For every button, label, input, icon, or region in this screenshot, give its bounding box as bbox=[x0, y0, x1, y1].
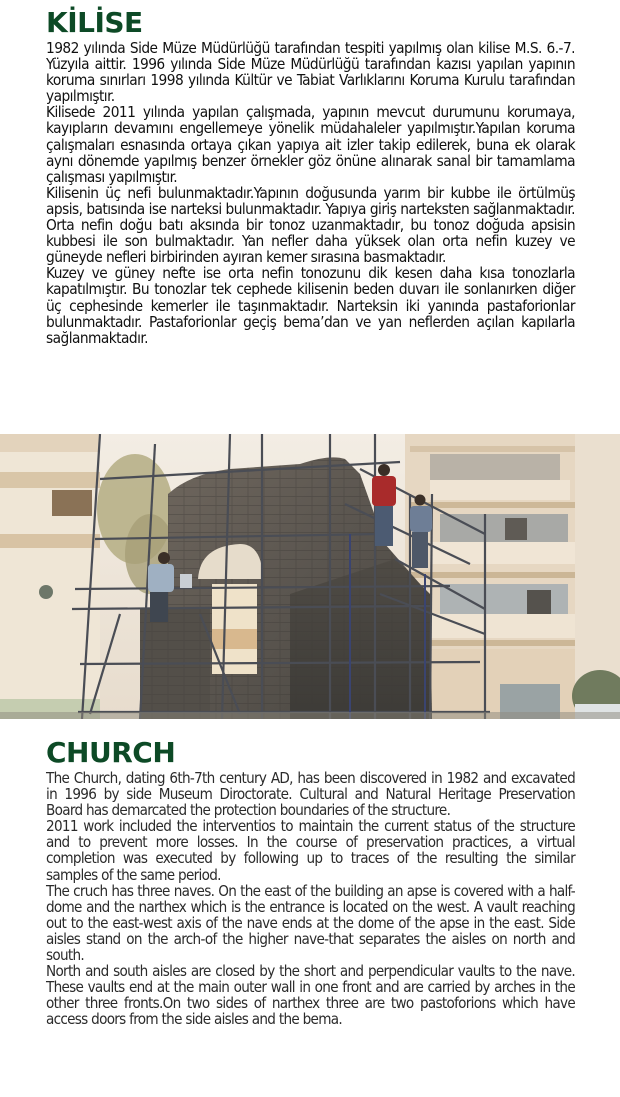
church-restoration-photo bbox=[0, 434, 620, 719]
english-heading: CHURCH bbox=[46, 736, 176, 769]
turkish-paragraph: Kuzey ve güney nefte ise orta nefin tonozunu dik kesen daha kısa tonozlarla kapatılmıştır. Bu tonozlar tek cephede kilisenin beden duvarı ile sonlanırken diğer üç cephesinde kemerler ile taşınmaktadır. Narteksin iki yanında pastaforionlar bulunmaktadır. Pastaforionlar geçiş bema’dan ve yan neflerden açılan kapılarla sağlanmaktadır. bbox=[46, 264, 575, 347]
turkish-paragraph: 1982 yılında Side Müze Müdürlüğü tarafından tespiti yapılmış olan kilise M.S. 6.-7. Yüzyıla aittir. 1996 yılında Side Müze Müdürlüğü tarafından kazısı yapılan yapının koruma sınırları 1998 yılında Kültür ve Tabiat Varlıklarını Koruma Kurulu tarafından yapılmıştır. bbox=[46, 39, 575, 106]
turkish-paragraph: Kilisede 2011 yılında yapılan çalışmada, yapının mevcut durumunu korumaya, kayıpların devamını engellemeye yönelik müdahaleler yapılmıştır.Yapılan koruma çalışmaları esnasında ortaya çıkan yapıya ait izler takip edilerek, buna ek olarak aynı dönemde yapılmış benzer örnekler göz önüne alınarak sanal bir tamamlama çalışması yapılmıştır. bbox=[46, 103, 575, 186]
english-paragraph: The cruch has three naves. On the east of the building an apse is covered with a half-dome and the narthex which is the entrance is located on the west. A vault reaching out to the east-west axis of the nave ends at the dome of the apse in the east. Side aisles stand on the arch-of the higher nave-that separates the aisles on north and south. bbox=[46, 881, 575, 965]
worker-red-shirt bbox=[372, 464, 396, 546]
english-paragraph: 2011 work included the interventios to maintain the current status of the structure and to prevent more losses. In the course of preservation practices, a virtual completion was executed by following up to traces of the resulting the similar samples of the same period. bbox=[46, 817, 575, 884]
english-paragraph: North and south aisles are closed by the short and perpendicular vaults to the nave. These vaults end at the main outer wall in one front and are carried by arches in the other three fronts.On two sides of narthex three are two pastoforions which have access doors from the side aisles and the bema. bbox=[46, 962, 575, 1029]
turkish-paragraph: Kilisenin üç nefi bulunmaktadır.Yapının doğusunda yarım bir kubbe ile örtülmüş apsis, batısında ise narteksi bulunmaktadır. Yapıya giriş narteksten sağlanmaktadır. Orta nefin doğu batı aksında bir tonoz uzanmaktadır, bu tonoz doğuda apsisin kubbesi ile son bulmaktadır. Yan nefler daha yüksek olan orta nefin kuzey ve güneyde nefleri birbirinden ayıran kemer sırasına basmaktadır. bbox=[46, 183, 575, 267]
turkish-heading: KİLİSE bbox=[46, 6, 143, 39]
english-paragraph: The Church, dating 6th-7th century AD, has been discovered in 1982 and excavated in 1996 by side Museum Diroctorate. Cultural and Natural Heritage Preservation Board has demarcated the protection boundaries of the structure. bbox=[46, 769, 575, 820]
ground bbox=[0, 712, 620, 719]
turkish-section bbox=[46, 8, 575, 346]
english-section bbox=[46, 738, 575, 1028]
right-apartment-building bbox=[405, 434, 620, 719]
